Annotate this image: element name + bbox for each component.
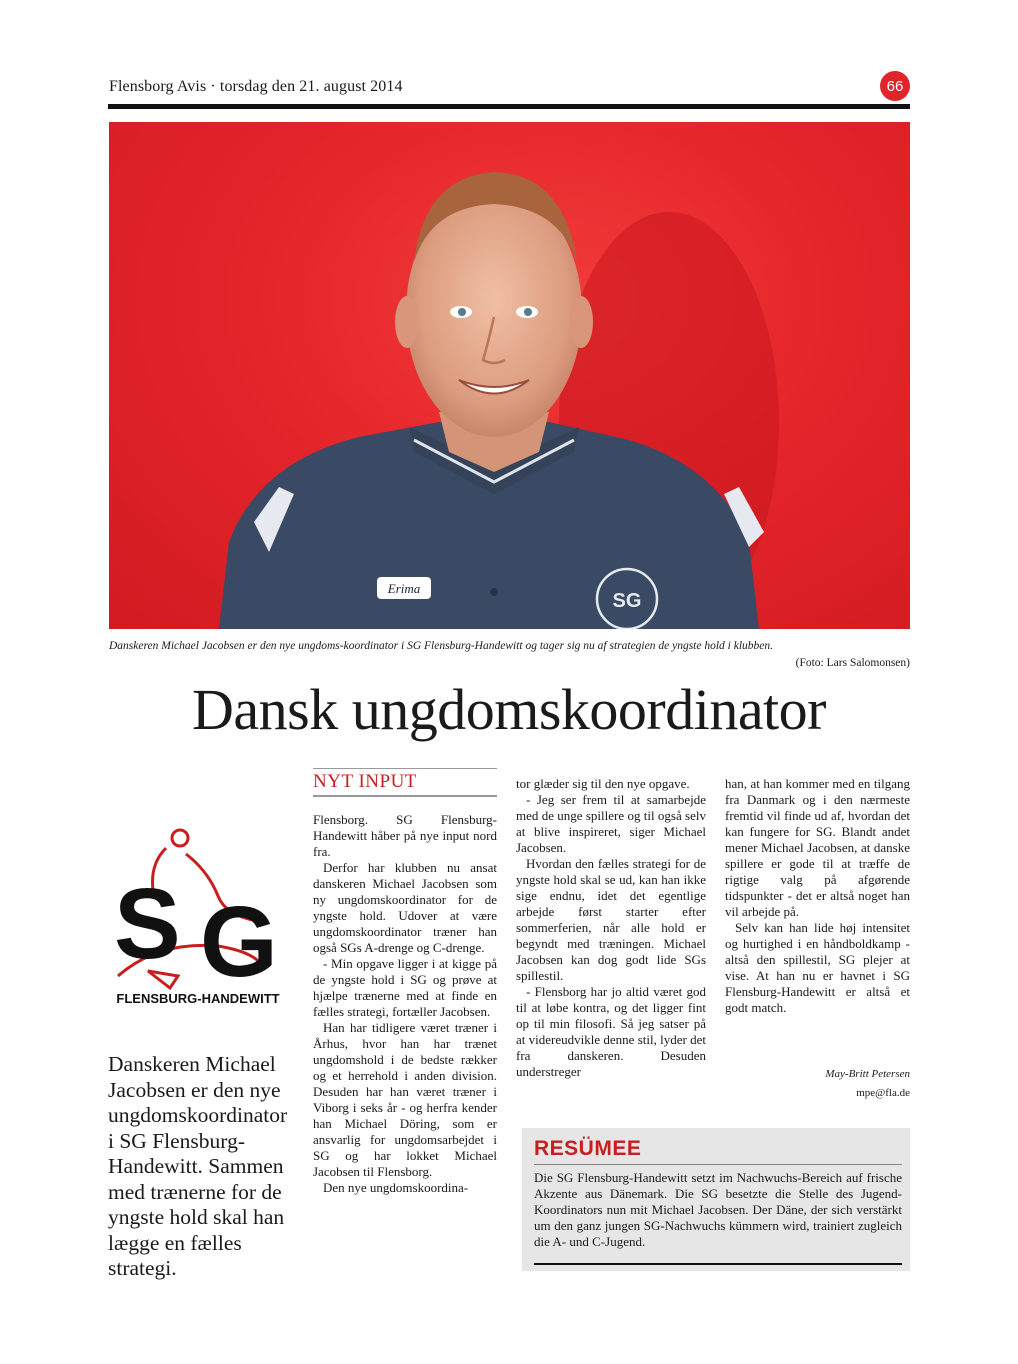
- top-rule: [108, 104, 910, 109]
- kicker-rule-bottom: [313, 795, 497, 797]
- kicker: NYT INPUT: [313, 771, 417, 792]
- portrait-photo: [109, 122, 910, 629]
- headline: Dansk ungdomskoordinator: [192, 677, 826, 742]
- logo-letter-s: S: [114, 868, 181, 980]
- kicker-rule-top: [313, 768, 497, 769]
- paragraph: Han har tidligere været træner i Århus, hvor han har trænet ungdomshold i de bedste rækker og et herrehold i anden division. Desuden har han været træner i Viborg i seks år - og herfra kender han Michael Döring, som er ansvarlig for ungdomsarbejdet i SG og har lokket Michael Jacobsen til Flensborg.: [313, 1020, 497, 1179]
- paragraph: Hvordan den fælles strategi for de yngste hold skal se ud, kan han ikke sige endnu, idet det egentlige arbejde først starter efter sommerferien, når alle hold er begyndt med træningen. Michael Jacobsen kan dog godt lide SGs spillestil.: [516, 856, 706, 983]
- photo-credit: (Foto: Lars Salomonsen): [795, 657, 910, 669]
- photo-caption: Danskeren Michael Jacobsen er den nye ungdoms-koordinator i SG Flensburg-Handewitt og tager sig nu af strategien de yngste hold i klubben.: [109, 640, 774, 652]
- portrait-illustration: [109, 122, 910, 629]
- paragraph: Derfor har klubben nu ansat danskeren Michael Jacobsen som ny ungdomskoordinator for de yngste hold. Udover at være ungdomskoordinator træner han også SGs A-drenge og C-drenge.: [313, 860, 497, 955]
- shirt-brand: Erima: [387, 581, 421, 596]
- page-number-badge: 66: [880, 71, 910, 101]
- paragraph: tor glæder sig til den nye opgave.: [516, 776, 690, 791]
- paragraph: Den nye ungdomskoordina-: [323, 1180, 469, 1195]
- author-email[interactable]: mpe@fla.de: [856, 1087, 910, 1099]
- paragraph: Selv kan han lide høj intensitet og hurtighed i en håndboldkamp - altså den spillestil, SG plejer at vise. At han nu er havnet i SG Flensburg-Handewitt er altså et godt match.: [725, 920, 910, 1015]
- shirt-sg-badge: SG: [612, 590, 642, 612]
- paragraph: han, at han kommer med en tilgang fra Danmark og i den nærmeste fremtid vil finde ud af, hvordan det kan fungere for SG. Blandt andet mener Michael Jacobsen, at danske spillere er gode til at træffe de rigtige valg på afgørende tidspunkter - det er altså noget han vil arbejde på.: [725, 776, 910, 919]
- logo-name: FLENSBURG-HANDEWITT: [116, 991, 280, 1006]
- resume-rule: [534, 1164, 902, 1165]
- sg-logo: [108, 826, 288, 1008]
- intro-text: Danskeren Michael Jacobsen er den nye ungdomskoordinator i SG Flensburg-Handewitt. Sammen med trænerne for de yngste hold skal han lægge en fælles strategi.: [108, 1052, 288, 1280]
- paragraph: - Min opgave ligger i at kigge på de yngste hold i SG og prøve at hjælpe trænerne med at finde en fælles strategi, fortæller Jacobsen.: [313, 956, 497, 1019]
- byline: May-Britt Petersen: [825, 1068, 910, 1080]
- article-column-2: [516, 776, 706, 1080]
- logo-letter-g: G: [200, 886, 278, 998]
- resume-bottom-rule: [534, 1263, 902, 1265]
- paragraph: - Flensborg har jo altid været god til at løbe kontra, og det ligger fint op til min filosofi. Så jeg satser på at videreudvikle denne stil, lyder det fra danskeren. Desuden understreger: [516, 984, 706, 1079]
- article-column-3: [725, 776, 910, 1016]
- masthead: Flensborg Avis · torsdag den 21. august 2014: [109, 78, 403, 95]
- resume-title: RESÜMEE: [534, 1137, 642, 1160]
- paragraph: - Jeg ser frem til at samarbejde med de unge spillere og til også selv at blive inspireret, siger Michael Jacobsen.: [516, 792, 706, 855]
- paragraph: Flensborg. SG Flensburg-Handewitt håber på nye input nord fra.: [313, 812, 497, 859]
- article-column-1: [313, 812, 497, 1196]
- resume-text: Die SG Flensburg-Handewitt setzt im Nachwuchs-Bereich auf frische Akzente aus Dänemark. Die SG besetzte die Stelle des Jugend-Koordinators nun mit Michael Jacobsen. Der Däne, der sich verstärkt um den ganz jungen SG-Nachwuchs kümmern wird, trainiert zugleich die A- und C-Jugend.: [534, 1170, 902, 1249]
